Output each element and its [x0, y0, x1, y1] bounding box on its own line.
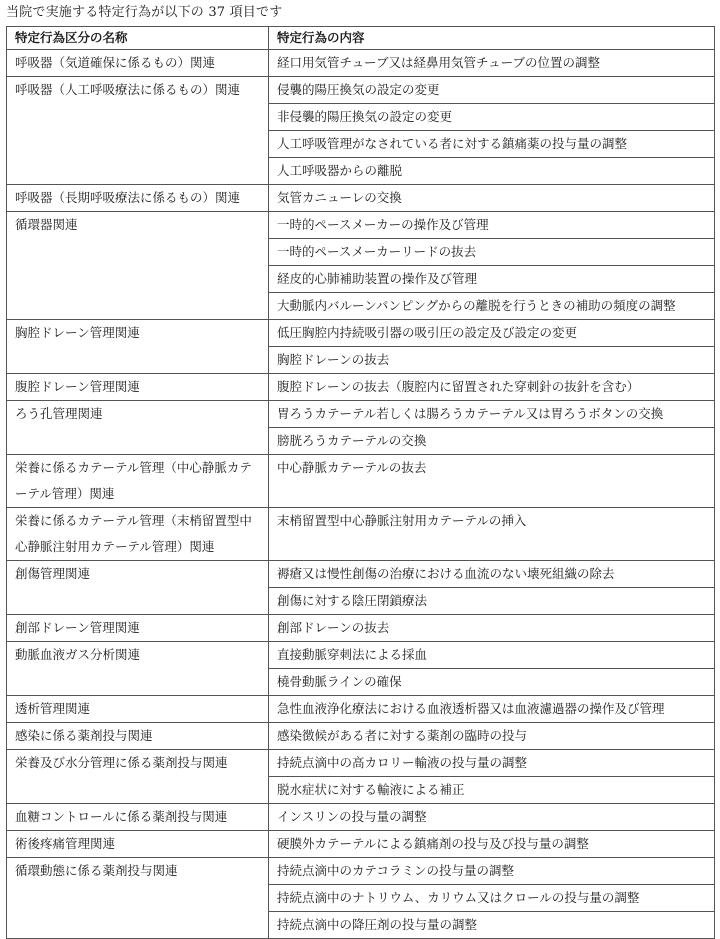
category-cell: 呼吸器（長期呼吸療法に係るもの）関連 — [7, 185, 269, 212]
specified-acts-table — [6, 26, 715, 939]
act-cell: 膀胱ろうカテーテルの交換 — [269, 428, 715, 455]
table-row — [7, 50, 715, 77]
act-cell: 末梢留置型中心静脈注射用カテーテルの挿入 — [269, 508, 715, 561]
table-row — [7, 804, 715, 831]
category-cell: 栄養及び水分管理に係る薬剤投与関連 — [7, 750, 269, 804]
act-cell: 経皮的心肺補助装置の操作及び管理 — [269, 266, 715, 293]
page-caption: 当院で実施する特定行為が以下の 37 項目です — [6, 5, 283, 20]
table-row — [7, 212, 715, 239]
act-cell: 胃ろうカテーテル若しくは腸ろうカテーテル又は胃ろうボタンの交換 — [269, 401, 715, 428]
act-cell: 腹腔ドレーンの抜去（腹腔内に留置された穿刺針の抜針を含む） — [269, 374, 715, 401]
act-cell: 創傷に対する陰圧閉鎖療法 — [269, 588, 715, 615]
category-cell: 循環動態に係る薬剤投与関連 — [7, 858, 269, 939]
table-row — [7, 374, 715, 401]
act-cell: 胸腔ドレーンの抜去 — [269, 347, 715, 374]
content-column-header: 特定行為の内容 — [269, 27, 715, 50]
table-header-row — [7, 27, 715, 50]
table-row — [7, 561, 715, 588]
category-cell: 創部ドレーン管理関連 — [7, 615, 269, 642]
category-cell: 腹腔ドレーン管理関連 — [7, 374, 269, 401]
table-row — [7, 858, 715, 885]
act-cell: 創部ドレーンの抜去 — [269, 615, 715, 642]
act-cell: 一時的ペースメーカーの操作及び管理 — [269, 212, 715, 239]
act-cell: 気管カニューレの交換 — [269, 185, 715, 212]
category-cell: 血糖コントロールに係る薬剤投与関連 — [7, 804, 269, 831]
category-cell: 胸腔ドレーン管理関連 — [7, 320, 269, 374]
act-cell: 褥瘡又は慢性創傷の治療における血流のない壊死組織の除去 — [269, 561, 715, 588]
act-cell: 持続点滴中のナトリウム、カリウム又はクロールの投与量の調整 — [269, 885, 715, 912]
act-cell: 橈骨動脈ラインの確保 — [269, 669, 715, 696]
category-cell: 栄養に係るカテーテル管理（中心静脈カテーテル管理）関連 — [7, 455, 269, 508]
act-cell: 経口用気管チューブ又は経鼻用気管チューブの位置の調整 — [269, 50, 715, 77]
act-cell: 一時的ペースメーカーリードの抜去 — [269, 239, 715, 266]
table-row — [7, 508, 715, 561]
category-cell: 循環器関連 — [7, 212, 269, 320]
table-row — [7, 455, 715, 508]
table-row — [7, 750, 715, 777]
table-row — [7, 615, 715, 642]
act-cell: 感染徴候がある者に対する薬剤の臨時の投与 — [269, 723, 715, 750]
act-cell: 硬膜外カテーテルによる鎮痛剤の投与及び投与量の調整 — [269, 831, 715, 858]
act-cell: 持続点滴中の降圧剤の投与量の調整 — [269, 912, 715, 939]
act-cell: 脱水症状に対する輸液による補正 — [269, 777, 715, 804]
category-cell: 動脈血液ガス分析関連 — [7, 642, 269, 696]
act-cell: 人工呼吸管理がなされている者に対する鎮痛薬の投与量の調整 — [269, 131, 715, 158]
act-cell: 低圧胸腔内持続吸引器の吸引圧の設定及び設定の変更 — [269, 320, 715, 347]
act-cell: インスリンの投与量の調整 — [269, 804, 715, 831]
category-cell: 呼吸器（人工呼吸療法に係るもの）関連 — [7, 77, 269, 185]
act-cell: 大動脈内バルーンパンピングからの離脱を行うときの補助の頻度の調整 — [269, 293, 715, 320]
act-cell: 非侵襲的陽圧換気の設定の変更 — [269, 104, 715, 131]
act-cell: 人工呼吸器からの離脱 — [269, 158, 715, 185]
category-cell: 透析管理関連 — [7, 696, 269, 723]
act-cell: 中心静脈カテーテルの抜去 — [269, 455, 715, 508]
category-cell: ろう孔管理関連 — [7, 401, 269, 455]
act-cell: 侵襲的陽圧換気の設定の変更 — [269, 77, 715, 104]
category-column-header: 特定行為区分の名称 — [7, 27, 269, 50]
category-cell: 術後疼痛管理関連 — [7, 831, 269, 858]
table-row — [7, 696, 715, 723]
table-row — [7, 320, 715, 347]
act-cell: 持続点滴中のカテコラミンの投与量の調整 — [269, 858, 715, 885]
act-cell: 直接動脈穿刺法による採血 — [269, 642, 715, 669]
category-cell: 創傷管理関連 — [7, 561, 269, 615]
table-row — [7, 77, 715, 104]
table-row — [7, 642, 715, 669]
table-row — [7, 723, 715, 750]
category-cell: 感染に係る薬剤投与関連 — [7, 723, 269, 750]
category-cell: 呼吸器（気道確保に係るもの）関連 — [7, 50, 269, 77]
table-body — [7, 50, 715, 939]
table-row — [7, 831, 715, 858]
act-cell: 持続点滴中の高カロリー輸液の投与量の調整 — [269, 750, 715, 777]
table-row — [7, 401, 715, 428]
category-cell: 栄養に係るカテーテル管理（末梢留置型中心静脈注射用カテーテル管理）関連 — [7, 508, 269, 561]
act-cell: 急性血液浄化療法における血液透析器又は血液濾過器の操作及び管理 — [269, 696, 715, 723]
table-row — [7, 185, 715, 212]
